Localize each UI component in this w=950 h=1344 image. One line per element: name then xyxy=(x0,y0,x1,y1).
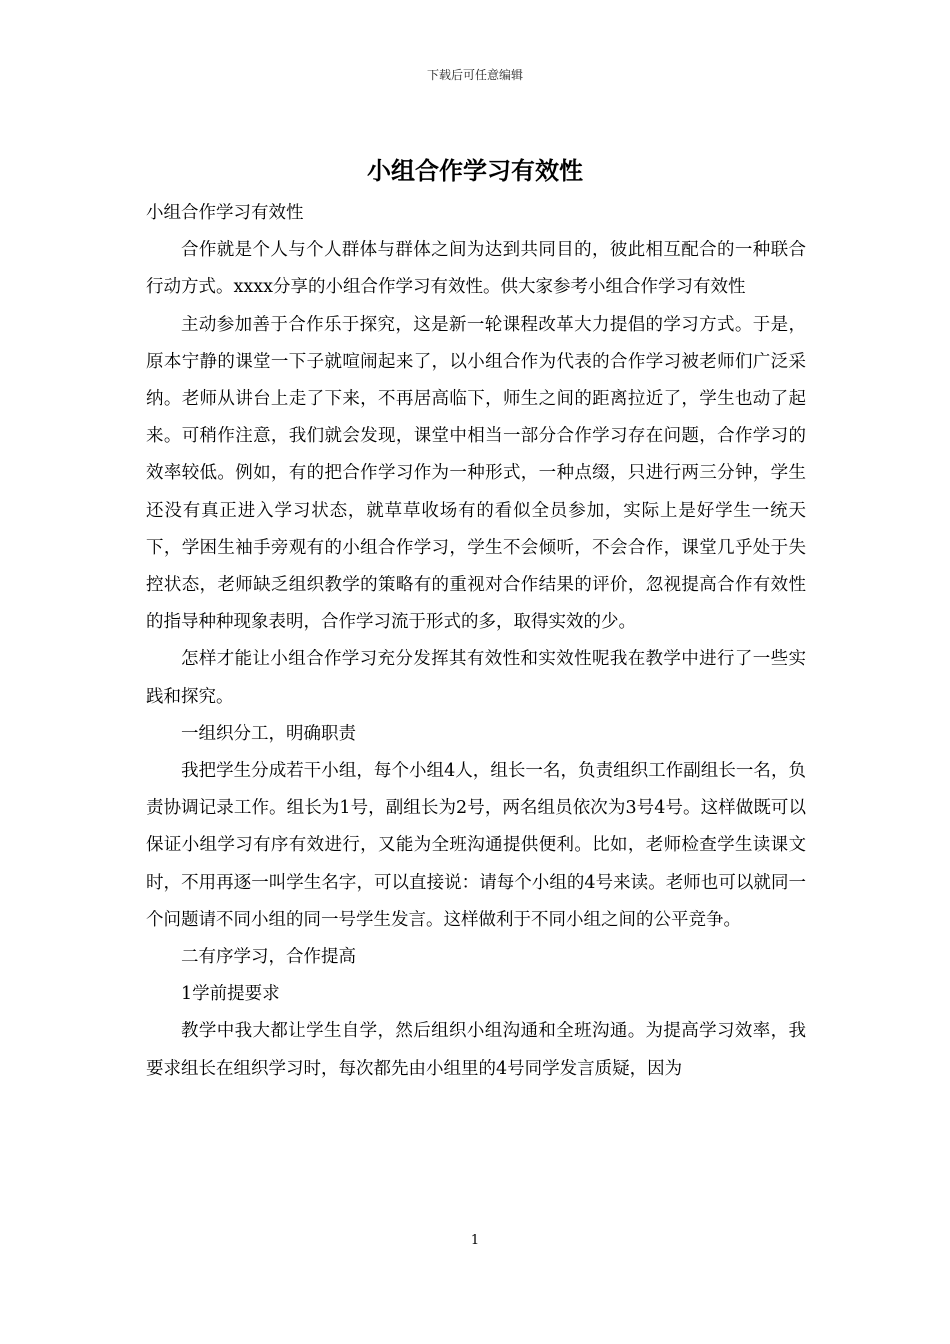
paragraph-subtitle: 小组合作学习有效性 xyxy=(146,203,304,223)
section-heading-1: 一组织分工，明确职责 xyxy=(181,723,356,744)
page-number: 1 xyxy=(470,1233,480,1248)
paragraph-subsection-1: 教学中我大都让学生自学，然后组织小组沟通和全班沟通。为提高学习效率，我要求组长在组织学习时，每次都先由小组里的4号同学发言质疑，因为 xyxy=(146,1021,806,1079)
section-heading-2: 二有序学习，合作提高 xyxy=(181,947,356,968)
paragraph-background: 主动参加善于合作乐于探究，这是新一轮课程改革大力提倡的学习方式。于是，原本宁静的课堂一下子就喧闹起来了，以小组合作为代表的合作学习被老师们广泛采纳。老师从讲台上走了下来，不再居高临下，师生之间的距离拉近了，学生也动了起来。可稍作注意，我们就会发现，课堂中相当一部分合作学习存在问题，合作学习的效率较低。例如，有的把合作学习作为一种形式，一种点缀，只进行两三分钟，学生还没有真正进入学习状态，就草草收场有的看似全员参加，实际上是好学生一统天下，学困生袖手旁观有的小组合作学习，学生不会倾听，不会合作，课堂几乎处于失控状态，老师缺乏组织教学的策略有的重视对合作结果的评价，忽视提高合作有效性的指导种种现象表明，合作学习流于形式的多，取得实效的少。 xyxy=(146,314,806,633)
document-body xyxy=(146,195,806,1088)
paragraph-section-1: 我把学生分成若干小组，每个小组4人，组长一名，负责组织工作副组长一名，负责协调记录工作。组长为1号，副组长为2号，两名组员依次为3号4号。这样做既可以保证小组学习有序有效进行，又能为全班沟通提供便利。比如，老师检查学生读课文时，不用再逐一叫学生名字，可以直接说：请每个小组的4号来读。老师也可以就同一个问题请不同小组的同一号学生发言。这样做利于不同小组之间的公平竞争。 xyxy=(146,761,806,930)
header-note: 下载后可任意编辑 xyxy=(426,68,523,82)
paragraph-intro: 合作就是个人与个人群体与群体之间为达到共同目的，彼此相互配合的一种联合行动方式。xxxx分享的小组合作学习有效性。供大家参考小组合作学习有效性 xyxy=(146,240,806,298)
subsection-heading-1: 1学前提要求 xyxy=(181,984,280,1005)
paragraph-question: 怎样才能让小组合作学习充分发挥其有效性和实效性呢我在教学中进行了一些实践和探究。 xyxy=(146,649,806,707)
document-title: 小组合作学习有效性 xyxy=(367,156,583,185)
